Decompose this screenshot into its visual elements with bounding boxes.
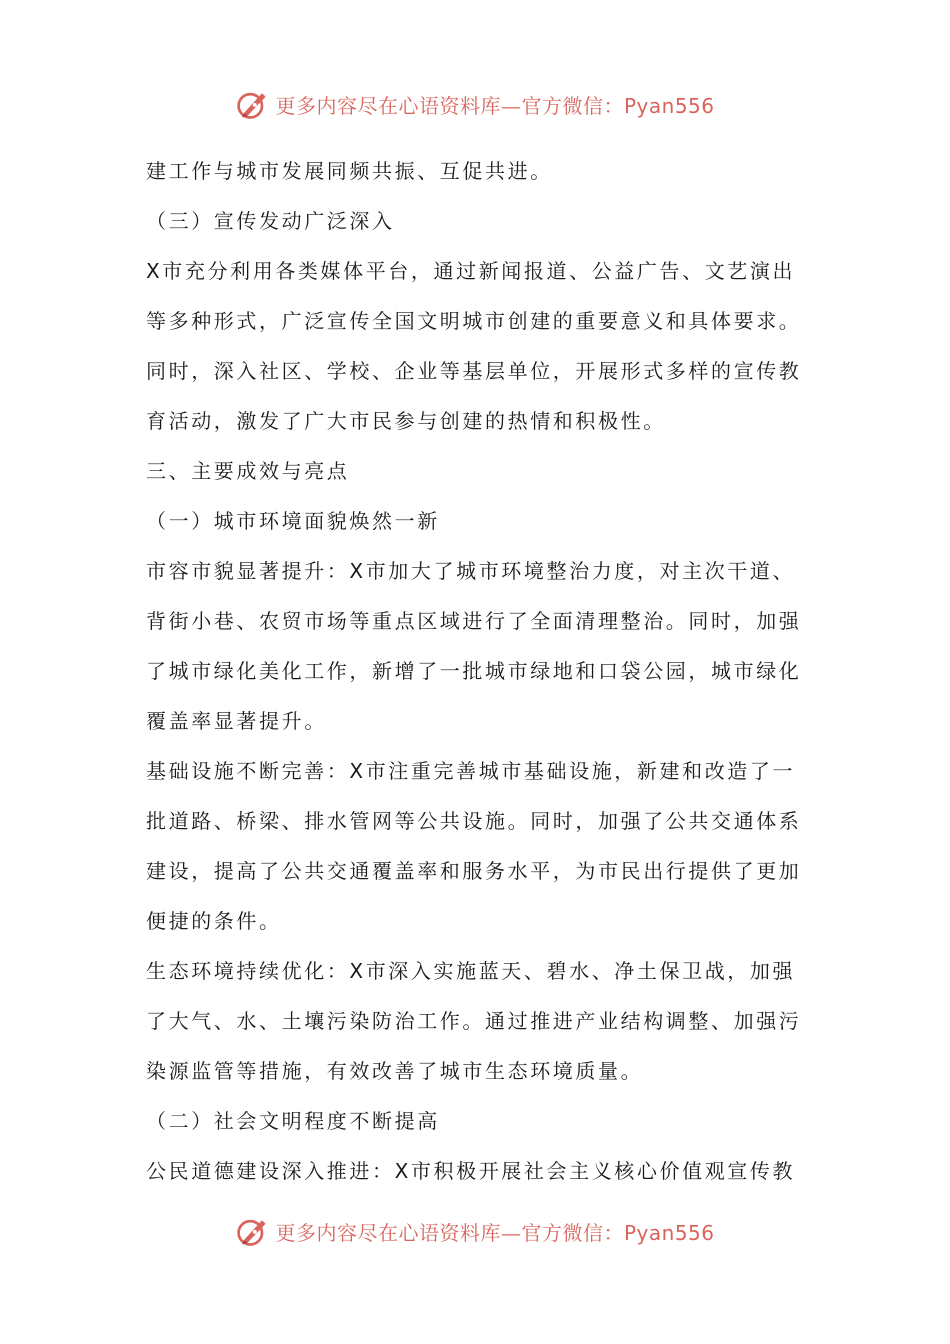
text-line: 同时，深入社区、学校、企业等基层单位，开展形式多样的宣传教: [146, 359, 802, 383]
text-line: 育活动，激发了广大市民参与创建的热情和积极性。: [146, 409, 666, 433]
text-line: 便捷的条件。: [146, 909, 282, 933]
text-line: 了城市绿化美化工作，新增了一批城市绿地和口袋公园，城市绿化: [146, 659, 802, 683]
header-banner: [0, 84, 950, 124]
text-line: 建工作与城市发展同频共振、互促共进。: [146, 159, 553, 183]
text-line: 生态环境持续优化：X市深入实施蓝天、碧水、净土保卫战，加强: [146, 959, 796, 983]
footer-banner-text: 更多内容尽在心语资料库—官方微信：Pyan556: [275, 1220, 715, 1245]
text-line: 市容市貌显著提升：X市加大了城市环境整治力度，对主次干道、: [146, 559, 796, 583]
document-body: [146, 146, 806, 1196]
text-line: 覆盖率显著提升。: [146, 709, 327, 733]
text-line: 基础设施不断完善：X市注重完善城市基础设施，新建和改造了一: [146, 759, 796, 783]
header-banner-text: 更多内容尽在心语资料库—官方微信：Pyan556: [275, 93, 715, 118]
section-heading: （三）宣传发动广泛深入: [146, 209, 395, 233]
text-line: 等多种形式，广泛宣传全国文明城市创建的重要意义和具体要求。: [146, 309, 802, 333]
section-heading: （一）城市环境面貌焕然一新: [146, 509, 440, 533]
text-line: 建设，提高了公共交通覆盖率和服务水平，为市民出行提供了更加: [146, 859, 802, 883]
chapter-heading: 三、主要成效与亮点: [146, 459, 350, 483]
footer-banner: [0, 1211, 950, 1251]
text-line: X市充分利用各类媒体平台，通过新闻报道、公益广告、文艺演出: [146, 259, 796, 283]
section-heading: （二）社会文明程度不断提高: [146, 1109, 440, 1133]
text-line: 了大气、水、土壤污染防治工作。通过推进产业结构调整、加强污: [146, 1009, 802, 1033]
text-line: 公民道德建设深入推进：X市积极开展社会主义核心价值观宣传教: [146, 1159, 796, 1183]
text-line: 背街小巷、农贸市场等重点区域进行了全面清理整治。同时，加强: [146, 609, 802, 633]
text-line: 染源监管等措施，有效改善了城市生态环境质量。: [146, 1059, 644, 1083]
text-line: 批道路、桥梁、排水管网等公共设施。同时，加强了公共交通体系: [146, 809, 802, 833]
pen-logo-icon: [235, 86, 271, 122]
pen-logo-icon: [235, 1213, 271, 1249]
